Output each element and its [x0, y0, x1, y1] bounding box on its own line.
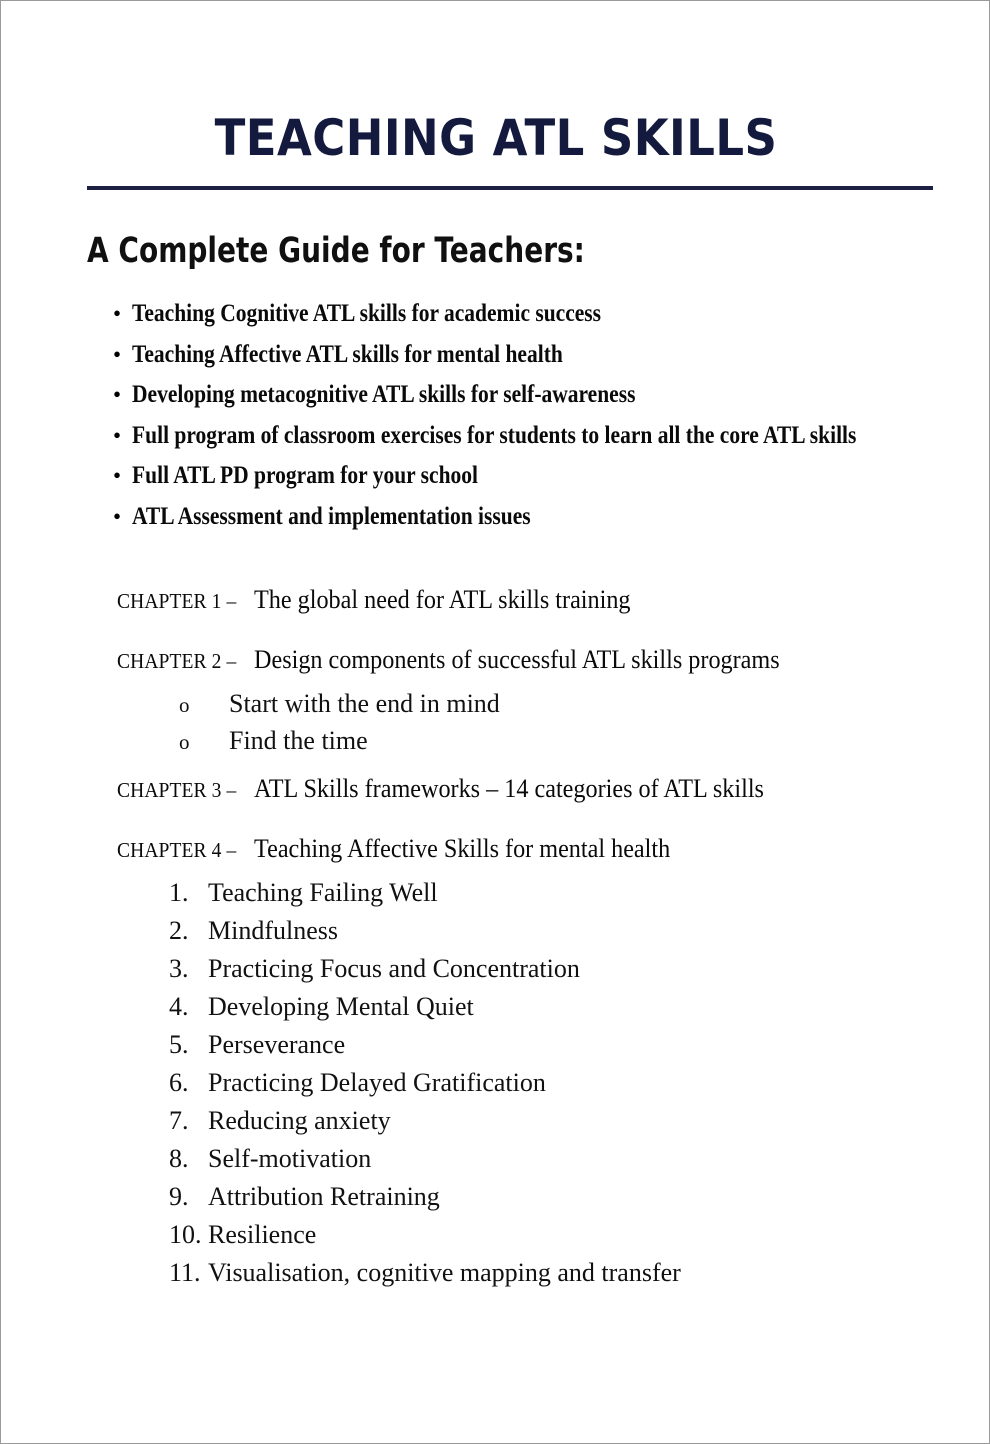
feature-item-label: Teaching Cognitive ATL skills for academic success	[132, 300, 602, 327]
list-item-label: Visualisation, cognitive mapping and transfer	[208, 1258, 681, 1287]
feature-item-label: ATL Assessment and implementation issues	[132, 502, 531, 530]
chapter-title: Design components of successful ATL skills programs	[254, 645, 780, 674]
list-item-number: 3.	[169, 954, 189, 983]
list-item	[117, 878, 967, 908]
bullet-icon: •	[113, 422, 122, 448]
list-item-label: Developing Mental Quiet	[208, 992, 474, 1021]
feature-item	[113, 340, 963, 370]
chapter-heading[interactable]	[117, 774, 967, 804]
list-item	[117, 992, 967, 1022]
feature-item	[113, 299, 963, 329]
chapter-subitem-list	[117, 689, 967, 756]
page-title: TEACHING ATL SKILLS	[214, 109, 778, 167]
chapter-heading[interactable]	[117, 834, 967, 864]
list-item	[117, 689, 967, 719]
chapter-title: Teaching Affective Skills for mental health	[254, 834, 671, 863]
list-item-number: 9.	[169, 1182, 189, 1211]
list-item-label: Reducing anxiety	[208, 1106, 391, 1135]
list-item-number: 5.	[169, 1030, 189, 1059]
feature-item-label: Full program of classroom exercises for students to learn all the core ATL skills	[132, 421, 857, 449]
list-item-label: Find the time	[229, 726, 368, 755]
list-item	[117, 1068, 967, 1098]
list-item-label: Practicing Focus and Concentration	[208, 954, 580, 983]
chapter-heading[interactable]	[117, 585, 967, 615]
title-block	[1, 109, 990, 167]
list-item	[117, 916, 967, 946]
chapter-title: ATL Skills frameworks – 14 categories of ATL skills	[254, 774, 765, 803]
chapter-number-label: CHAPTER 4 –	[117, 838, 237, 862]
feature-item	[113, 421, 963, 451]
list-item-label: Attribution Retraining	[208, 1182, 440, 1211]
list-item	[117, 954, 967, 984]
list-item-label: Perseverance	[208, 1030, 346, 1059]
list-item	[117, 726, 967, 756]
bullet-icon: •	[113, 503, 122, 529]
list-item-label: Start with the end in mind	[229, 689, 500, 718]
feature-item	[113, 380, 963, 410]
chapter-numbered-list	[117, 878, 967, 1288]
chapter-title: The global need for ATL skills training	[254, 585, 631, 614]
chapter-number-label: CHAPTER 3 –	[117, 778, 237, 802]
title-divider-rule	[87, 186, 933, 190]
list-item	[117, 1220, 967, 1250]
feature-item-label: Full ATL PD program for your school	[132, 462, 479, 489]
list-item-label: Mindfulness	[208, 916, 338, 945]
list-item-number: 2.	[169, 916, 189, 945]
feature-item	[113, 502, 963, 532]
list-item-number: 7.	[169, 1106, 189, 1135]
chapter-block	[117, 834, 967, 1288]
chapter-block	[117, 585, 967, 645]
circle-bullet-icon: o	[179, 730, 190, 754]
list-item	[117, 1258, 967, 1288]
chapter-number-label: CHAPTER 2 –	[117, 649, 237, 673]
list-item-label: Resilience	[208, 1220, 317, 1249]
feature-item-label: Teaching Affective ATL skills for mental health	[132, 340, 563, 368]
bullet-icon: •	[113, 341, 122, 367]
bullet-icon: •	[113, 463, 122, 488]
list-item-number: 10.	[169, 1220, 202, 1249]
list-item	[117, 1030, 967, 1060]
feature-item-label: Developing metacognitive ATL skills for self-awareness	[132, 381, 636, 408]
chapter-list	[117, 585, 967, 1296]
list-item-label: Teaching Failing Well	[208, 878, 438, 907]
list-item	[117, 1106, 967, 1136]
list-item	[117, 1182, 967, 1212]
spacer	[117, 818, 967, 834]
list-item-number: 6.	[169, 1068, 189, 1097]
spacer	[117, 629, 967, 645]
circle-bullet-icon: o	[179, 693, 190, 717]
chapter-heading[interactable]	[117, 645, 967, 675]
feature-item	[113, 461, 963, 491]
chapter-block	[117, 645, 967, 756]
list-item-label: Practicing Delayed Gratification	[208, 1068, 546, 1097]
chapter-number-label: CHAPTER 1 –	[117, 589, 237, 613]
list-item-label: Self-motivation	[208, 1144, 372, 1173]
bullet-icon: •	[113, 301, 122, 326]
subtitle: A Complete Guide for Teachers:	[87, 231, 585, 271]
list-item	[117, 1144, 967, 1174]
list-item-number: 1.	[169, 878, 189, 907]
bullet-icon: •	[113, 382, 122, 407]
chapter-block	[117, 774, 967, 834]
list-item-number: 11.	[169, 1258, 201, 1287]
feature-bullet-list	[113, 299, 963, 542]
list-item-number: 8.	[169, 1144, 189, 1173]
list-item-number: 4.	[169, 992, 189, 1021]
